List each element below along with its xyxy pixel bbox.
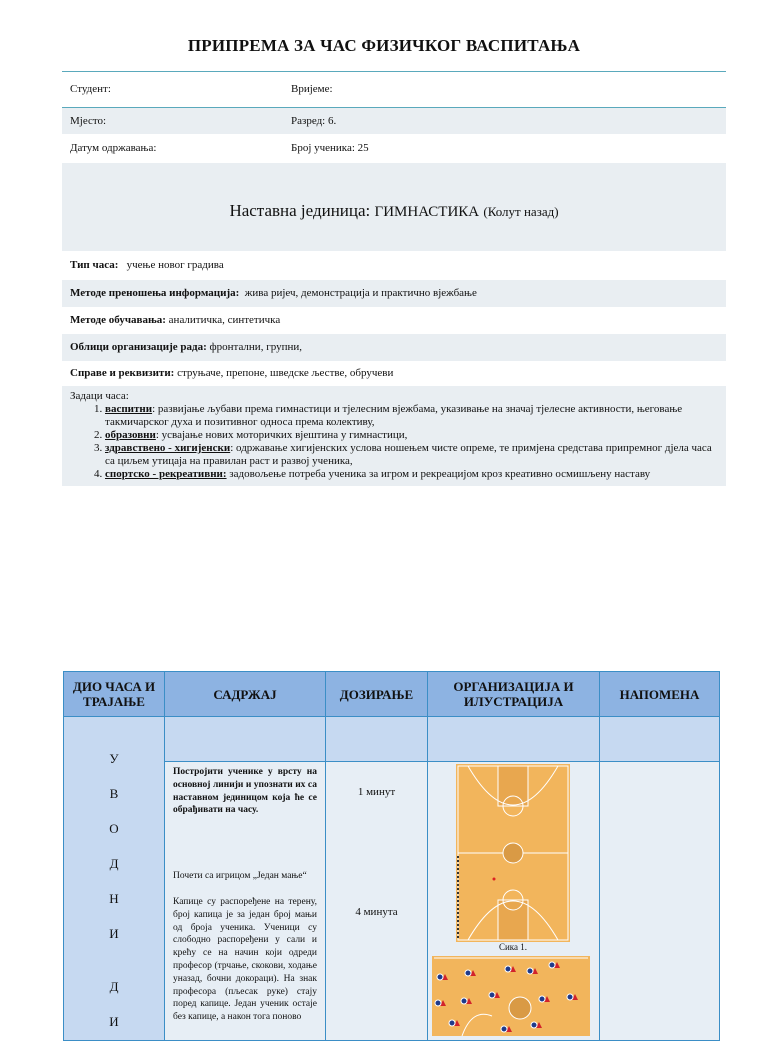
player-marker bbox=[493, 878, 496, 881]
methods-training-value: аналитичка, синтетичка bbox=[168, 314, 281, 326]
basketball-court-illustration bbox=[456, 764, 570, 942]
organization-cell bbox=[428, 762, 600, 1041]
note-cell bbox=[600, 762, 720, 1041]
task-item bbox=[105, 429, 718, 442]
dose-cell bbox=[326, 762, 428, 1041]
task-text: : одржавање хигијенских услова ношењем чисте опреме, те примјена средстава припремног дјела часа са циљем утицаја на правилан раст и развој ученика, bbox=[105, 442, 712, 467]
info-forms bbox=[62, 334, 726, 361]
student-marker bbox=[567, 994, 573, 1000]
lesson-unit bbox=[62, 163, 726, 251]
task-name: васпитни bbox=[105, 403, 153, 415]
task-name: спортско - рекреативни: bbox=[105, 468, 227, 480]
type-value: учење новог градива bbox=[126, 259, 224, 271]
task-text: задовољење потреба ученика за игром и рекреацијом кроз креативно осмишљену наставу bbox=[226, 468, 651, 480]
details-row-place bbox=[62, 108, 726, 134]
part-letter: Д bbox=[109, 856, 119, 871]
part-letters bbox=[64, 717, 164, 1039]
task-item bbox=[105, 468, 718, 481]
details-row-date bbox=[62, 135, 726, 162]
part-letter: И bbox=[109, 1014, 119, 1029]
header-content: САДРЖАЈ bbox=[165, 672, 326, 717]
unit-label: Наставна јединица: bbox=[229, 201, 371, 220]
student-marker bbox=[539, 996, 545, 1002]
student-marker bbox=[501, 1026, 507, 1032]
cones-game-illustration bbox=[432, 956, 590, 1036]
tasks-list bbox=[70, 403, 718, 481]
equipment-label: Справе и реквизити: bbox=[70, 367, 175, 379]
grade-label: Разред: 6. bbox=[291, 115, 337, 127]
part-letter: У bbox=[109, 751, 119, 766]
info-methods-transfer bbox=[62, 280, 726, 307]
info-type bbox=[62, 252, 726, 279]
info-methods-training bbox=[62, 307, 726, 334]
part-cell bbox=[64, 717, 165, 1041]
task-name: здравствено - хигијенски bbox=[105, 442, 231, 454]
student-marker bbox=[531, 1022, 537, 1028]
task-text: : развијање љубави према гимнастици и тјелесним вјежбама, указивање на значај тјелесне активности, његовање такмичарског духа и позитивног односа према колективу, bbox=[105, 403, 683, 428]
unit-topic: ГИМНАСТИКА bbox=[374, 204, 480, 220]
part-letter: В bbox=[109, 786, 119, 801]
student-marker bbox=[435, 1000, 441, 1006]
empty-cell bbox=[428, 717, 600, 762]
time-label: Вријеме: bbox=[291, 83, 333, 95]
center-circle bbox=[509, 997, 531, 1019]
student-marker bbox=[461, 998, 467, 1004]
content-game: Почети са игрицом „Један мање“ bbox=[173, 871, 307, 882]
page-title: ПРИПРЕМА ЗА ЧАС ФИЗИЧКОГ ВАСПИТАЊА bbox=[187, 36, 581, 55]
tasks-label: Задаци часа: bbox=[70, 390, 129, 402]
unit-detail: (Колут назад) bbox=[483, 204, 559, 219]
content-intro: Постројити ученике у врсту на основној линији и упознати их са наставном јединицом која ће се обрађивати на часу. bbox=[173, 767, 317, 816]
center-circle bbox=[503, 843, 523, 863]
lesson-plan-table bbox=[63, 671, 720, 1041]
table-row bbox=[64, 717, 720, 762]
header-organization: ОРГАНИЗАЦИЈА И ИЛУСТРАЦИЈА bbox=[428, 672, 600, 717]
equipment-value: струњаче, препоне, шведске љестве, обручеви bbox=[177, 367, 394, 379]
empty-cell bbox=[165, 717, 326, 762]
student-marker bbox=[489, 992, 495, 998]
key-top bbox=[498, 766, 528, 806]
type-label: Тип часа: bbox=[70, 259, 119, 271]
students-count-label: Број ученика: 25 bbox=[291, 142, 369, 154]
part-letter: Н bbox=[109, 891, 119, 906]
header-part: ДИО ЧАСА И ТРАЈАЊЕ bbox=[64, 672, 165, 717]
student-marker bbox=[437, 974, 443, 980]
dose-2: 4 минута bbox=[355, 906, 398, 918]
student-marker bbox=[527, 968, 533, 974]
methods-training-label: Методе обучавања: bbox=[70, 314, 166, 326]
task-item bbox=[105, 403, 718, 429]
content-cell bbox=[165, 762, 326, 1041]
table-header-row bbox=[64, 672, 720, 717]
date-label: Датум одржавања: bbox=[70, 142, 157, 154]
content-description: Капице су распоређене на терену, број капица је за један број мањи од броја ученика. Ученици су слободно распоређени у сали и крећу се на начин који одреди професор (трчање, скокови, ходање уназад, бочни докораци). На знак професора (пљесак руке) стају поред капице. Један ученик остаје без капице, а након тога поново bbox=[173, 896, 317, 1023]
task-item bbox=[105, 442, 718, 468]
part-letter: О bbox=[109, 821, 119, 836]
task-text: : усвајање нових моторичких вјештина у гимнастици, bbox=[155, 429, 408, 441]
header-note: НАПОМЕНА bbox=[600, 672, 720, 717]
figure-caption: Сика 1. bbox=[498, 942, 528, 952]
methods-transfer-value: жива ријеч, демонстрација и практично вјежбање bbox=[244, 287, 477, 299]
details-row-student bbox=[62, 72, 726, 107]
part-letter: И bbox=[109, 926, 119, 941]
forms-label: Облици организације рада: bbox=[70, 341, 207, 353]
info-equipment bbox=[62, 360, 726, 387]
methods-transfer-label: Методе преношења информација: bbox=[70, 287, 240, 299]
student-marker bbox=[549, 962, 555, 968]
empty-cell bbox=[600, 717, 720, 762]
student-marker bbox=[465, 970, 471, 976]
part-letter: Д bbox=[109, 979, 119, 994]
dose-1: 1 минут bbox=[357, 786, 396, 798]
student-label: Студент: bbox=[70, 83, 111, 95]
student-marker bbox=[505, 966, 511, 972]
task-name: образовни bbox=[105, 429, 156, 441]
place-label: Мјесто: bbox=[70, 115, 107, 127]
empty-cell bbox=[326, 717, 428, 762]
forms-value: фронтални, групни, bbox=[209, 341, 302, 353]
student-marker bbox=[449, 1020, 455, 1026]
header-dose: ДОЗИРАЊЕ bbox=[326, 672, 428, 717]
lesson-tasks bbox=[62, 386, 726, 486]
key-bottom bbox=[498, 900, 528, 940]
